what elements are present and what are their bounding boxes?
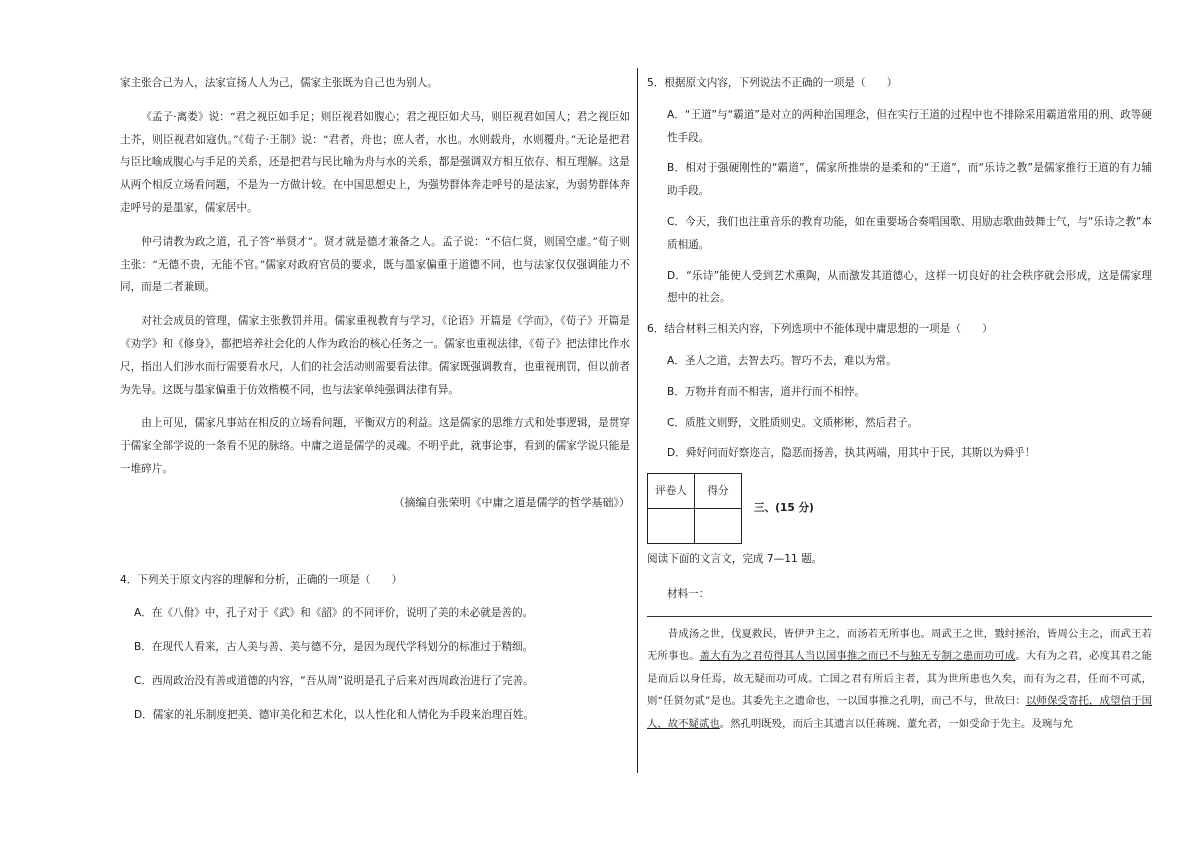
question-6-option-c: C．质胜文则野，文胜质则史。文质彬彬，然后君子。 bbox=[667, 416, 919, 429]
source-citation: （摘编自张荣明《中庸之道是儒学的哲学基础》） bbox=[393, 495, 630, 509]
question-6-option-d: D．舜好问而好察迩言，隐恶而扬善，执其两端，用其中于民，其斯以为舜乎！ bbox=[667, 447, 1036, 460]
question-4-option-a: A．在《八佾》中，孔子对于《武》和《韶》的不同评价，说明了美的未必就是善的。 bbox=[134, 607, 534, 620]
question-4-stem: 4．下列关于原文内容的理解和分析，正确的一项是（ ） bbox=[120, 573, 403, 586]
grader-cell[interactable] bbox=[648, 509, 695, 544]
classical-text bbox=[647, 623, 1152, 736]
classical-underlined-sentence-2: 以师保受寄托，成望信于国人，故不疑贰也 bbox=[647, 695, 1153, 730]
material-1-label: 材料一： bbox=[667, 587, 710, 600]
question-6-stem: 6．结合材料三相关内容，下列选项中不能体现中庸思想的一项是（ ） bbox=[647, 323, 993, 336]
passage-paragraph-4: 对社会成员的管理，儒家主张教罚并用。儒家重视教育与学习，《论语》开篇是《学而》，《荀子》开篇是《劝学》和《修身》，都把培养社会化的人作为政治的核心任务之一。儒家也重视法律，《荀子》把法律比作水尺，指出人们涉水而行需要看水尺，人们的社会活动则需要看法律。儒家既强调教育，也重视刑罚，但以前者为先导。这既与墨家偏重于仿效楷模不同，也与法家单纯强调法律有异。 bbox=[120, 315, 630, 396]
question-5-stem: 5．根据原文内容，下列说法不正确的一项是（ ） bbox=[647, 77, 898, 89]
classical-text-part-2: 。大有为之君，必度其君之能是而后以身任焉，故无疑而功可成。 bbox=[647, 650, 1153, 685]
grading-table bbox=[647, 473, 742, 544]
section-3-heading: 三、(15 分) bbox=[754, 502, 814, 515]
question-5-option-a: A．“王道”与“霸道”是对立的两种治国理念，但在实行王道的过程中也不排除采用霸道常用的刑、政等硬性手段。 bbox=[667, 108, 1152, 144]
column-divider bbox=[637, 68, 638, 773]
question-5-option-b: B．相对于强硬刚性的“霸道”，儒家所推崇的是柔和的“王道”，而“乐诗之教”是儒家推行王道的有力辅助手段。 bbox=[667, 162, 1152, 198]
passage-paragraph-5: 由上可见，儒家凡事站在相反的立场看问题，平衡双方的利益。这是儒家的思维方式和处事逻辑，是贯穿于儒家全部学说的一条看不见的脉络。中庸之道是儒学的灵魂。不明乎此，就事论事，看到的儒家学说只能是一堆碎片。 bbox=[120, 417, 630, 475]
grader-label: 评卷人 bbox=[648, 474, 695, 509]
score-cell[interactable] bbox=[695, 509, 742, 544]
score-label: 得分 bbox=[695, 474, 742, 509]
question-4-option-b: B．在现代人看来，古人美与善、美与德不分，是因为现代学科划分的标准过于精细。 bbox=[134, 641, 534, 654]
question-4-option-d: D．儒家的礼乐制度把美、德审美化和艺术化，以人性化和人情化为手段来治理百姓。 bbox=[134, 708, 535, 721]
left-column bbox=[120, 72, 630, 727]
question-4-option-c: C．西周政治没有善或道德的内容，“吾从周”说明是孔子后来对西周政治进行了完善。 bbox=[134, 674, 534, 687]
classical-text-part-3: 亡国之君有所后主者，其为世所患也久矣，而有为之君，任而不可贰，则“任贤勿贰”是也。其委先主之遗命也，一以国事推之孔明，而己不与，世故曰： bbox=[647, 672, 1153, 708]
right-column bbox=[647, 72, 1152, 735]
section-instruction: 阅读下面的文言文，完成 7—11 题。 bbox=[647, 553, 823, 566]
question-5-option-c: C．今天，我们也注重音乐的教育功能，如在重要场合奏唱国歌、用励志歌曲鼓舞士气，与“乐诗之教”本质相通。 bbox=[667, 215, 1152, 251]
material-box-top-border bbox=[647, 616, 1152, 617]
question-6-option-b: B．万物并育而不相害，道并行而不相悖。 bbox=[667, 385, 865, 398]
classical-underlined-sentence-1: 盖大有为之君苟得其人当以国事推之而已不与独无专制之患而功可成 bbox=[699, 650, 1016, 663]
grading-row bbox=[647, 473, 1152, 544]
passage-paragraph-1: 家主张合己为人，法家宣扬人人为己，儒家主张既为自己也为别人。 bbox=[120, 77, 438, 89]
passage-paragraph-3: 仲弓请教为政之道，孔子答“举贤才”。贤才就是德才兼备之人。孟子说：“不信仁贤，则国空虚。”荀子则主张：“无德不贵，无能不官。”儒家对政府官员的要求，既与墨家偏重于道德不同，也与法家仅仅强调能力不同，而是二者兼顾。 bbox=[120, 235, 630, 294]
classical-text-part-4: 。然孔明既殁，而后主其遗言以任蒋琬、董允者，一如受命于先主。及琬与允 bbox=[719, 717, 1074, 730]
classical-text-part-1: 昔成汤之世，伐夏救民，皆伊尹主之，而汤若无所事也。周武王之世，戮纣拯治，皆周公主之，而武王若无所事也。 bbox=[647, 627, 1152, 663]
question-6-option-a: A．圣人之道，去智去巧。智巧不去，难以为常。 bbox=[667, 354, 897, 367]
passage-paragraph-2: 《孟子·离娄》说：“君之视臣如手足；则臣视君如腹心；君之视臣如犬马，则臣视君如国人；君之视臣如土芥，则臣视君如寇仇。”《荀子·王制》说：“君者，舟也；庶人者，水也。水则载舟，水则覆舟。”无论是把君与臣比喻成腹心与手足的关系，还是把君与民比喻为舟与水的关系，都是强调双方相互依存、相互理解。这是从两个相反立场看问题，不是为一方做计较。在中国思想史上，为强势群体奔走呼号的是法家，为弱势群体奔走呼号的是墨家，儒家居中。 bbox=[120, 110, 630, 214]
question-5-option-d: D．“乐诗”能使人受到艺术熏陶，从而激发其道德心，这样一切良好的社会秩序就会形成，这是儒家理想中的社会。 bbox=[667, 269, 1152, 305]
